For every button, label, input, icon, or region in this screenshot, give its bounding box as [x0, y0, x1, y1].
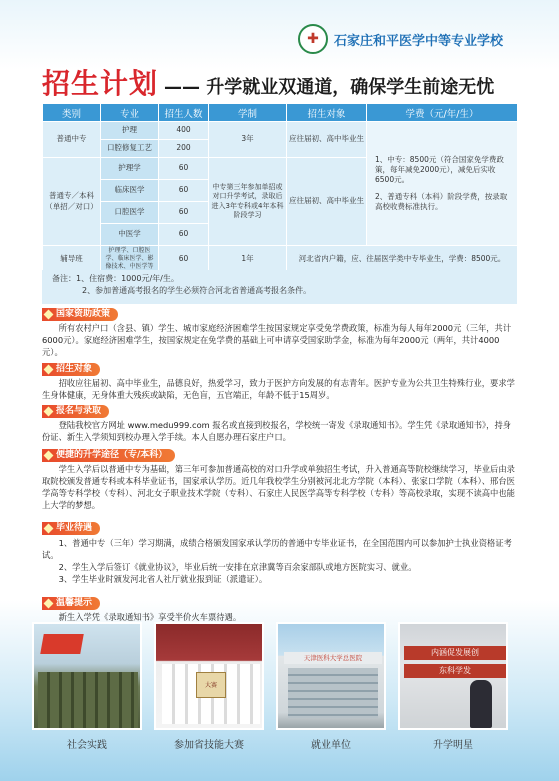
table-cell: 1年: [209, 246, 287, 273]
fee-cell: [367, 122, 518, 246]
diamond-icon: [44, 365, 54, 375]
diamond-icon: [44, 451, 54, 461]
table-cell: 应往届初、高中毕业生: [287, 122, 367, 158]
photo-caption: 参加省技能大赛: [174, 740, 244, 751]
section-title: 温馨提示: [56, 598, 93, 608]
photo-caption: 社会实践: [67, 740, 107, 751]
section-title: 毕业待遇: [56, 523, 93, 533]
hospital-sign: 天津医科大学总医院: [284, 652, 382, 664]
photo-caption: 升学明星: [433, 740, 473, 751]
table-cell: 护理学: [101, 158, 159, 180]
section-text-subsidy: 所有农村户口（含县、镇）学生、城市家庭经济困难学生按国家规定享受免学费政策，标准为每人每年2000元（三年，共计6000元）。家庭经济困难学生，按国家规定在免学费的基础上可申请享受国家助学金，标准为每年2000元（两年，共计4000元）。: [42, 323, 512, 358]
table-cell: 口腔修复工艺: [101, 140, 159, 158]
title-sub: —— 升学就业双通道，确保学生前途无忧: [164, 77, 495, 98]
table-cell: 60: [159, 180, 209, 202]
section-tag-tips: [42, 597, 100, 610]
diamond-icon: [44, 524, 54, 534]
enrollment-table: [42, 103, 518, 273]
table-cell: 临床医学: [101, 180, 159, 202]
section-tag-subsidy: [42, 308, 118, 321]
table-cell: 普通专／本科（单招／对口）: [43, 158, 101, 246]
section-tag-pathway: [42, 449, 175, 462]
photo-caption: 就业单位: [311, 740, 351, 751]
table-cell: 60: [159, 158, 209, 180]
section-text-pathway: 学生入学后以普通中专为基础，第三年可参加普通高校的对口升学或单独招生考试，升入普通高等院校继续学习，毕业后由录取院校颁发普通专科或本科毕业证书，国家承认学历。近几年我校学生分别被河北北方学院（本科）、张家口学院（本科）、邢台医学高等专科学校（专科）、河北女子职业技术学院（专科）、石家庄人民医学高等专科学校（专科）等高校录取，实现不读高中也能上大学的梦想。: [42, 464, 515, 511]
school-logo-icon: ✚: [298, 24, 328, 54]
table-row: [43, 246, 518, 273]
section-title: 国家资助政策: [56, 309, 111, 319]
table-cell: 60: [159, 224, 209, 246]
section-tag-registration: [42, 405, 109, 418]
table-cell: 3年: [209, 122, 287, 158]
note-line: 备注：1、住宿费：1000元/年/生。: [52, 274, 179, 283]
list-item: 1、普通中专（三年）学习期满，成绩合格颁发国家承认学历的普通中专毕业证书，在全国范围内可以参加护士执业资格证考试。: [42, 538, 512, 561]
section-text-registration: 登陆我校官方网址 www.medu999.com 报名或直接到校报名，学校统一寄发《录取通知书》。学生凭《录取通知书》，持身份证、新生入学须知到校办理入学手续。本人自愿办理石家庄户口。: [42, 420, 512, 443]
table-notes: [42, 270, 517, 304]
table-cell: 护理学、口腔医学、临床医学、影像技术、中医学等: [101, 246, 159, 273]
section-title: 招生对象: [56, 364, 93, 374]
school-name: 石家庄和平医学中等专业学校: [334, 34, 504, 49]
table-header: 学费（元/年/生）: [367, 104, 518, 122]
section-title: 报名与录取: [56, 406, 102, 416]
section-text-tips: 新生入学凭《录取通知书》享受半价火车票待遇。: [58, 612, 242, 622]
fee-line: 1、中专：8500元（符合国家免学费政策，每年减免2000元），减免后实收6500元。: [375, 155, 504, 185]
section-title: 便捷的升学途径（专/本科）: [56, 450, 168, 460]
banner-sign: 内涵促发展创: [404, 646, 506, 660]
diamond-icon: [44, 407, 54, 417]
table-cell: 中专第三年参加单招或对口升学考试，录取后进入3年专科或4年本科阶段学习: [209, 158, 287, 246]
table-header: 招生对象: [287, 104, 367, 122]
table-cell: 普通中专: [43, 122, 101, 158]
section-text-graduation: [42, 537, 517, 585]
table-cell: 护理: [101, 122, 159, 140]
table-cell: 400: [159, 122, 209, 140]
diamond-icon: [44, 599, 54, 609]
award-board: 大赛: [196, 672, 226, 698]
list-item: 2、学生入学后签订《就业协议》，毕业后统一安排在京津冀等百余家部队或地方医院实习、就业。: [58, 562, 417, 573]
table-cell: 60: [159, 202, 209, 224]
photo-star-student: [398, 622, 508, 730]
list-item: 3、学生毕业时颁发河北省人社厅就业报到证（派遣证）。: [58, 574, 268, 585]
table-cell: 200: [159, 140, 209, 158]
page-title: [42, 62, 494, 102]
students-group: [38, 672, 138, 728]
table-cell: 中医学: [101, 224, 159, 246]
diamond-icon: [44, 310, 54, 320]
student-figure: [470, 680, 492, 728]
photo-employer: [276, 622, 386, 730]
table-cell: 应往届初、高中毕业生: [287, 158, 367, 246]
photo-social-practice: [32, 622, 142, 730]
section-tag-graduation: [42, 522, 100, 535]
table-cell: 60: [159, 246, 209, 273]
table-cell: 河北省内户籍，应、往届医学类中专毕业生，学费：8500元。: [287, 246, 518, 273]
table-header: 类别: [43, 104, 101, 122]
banner-sign: 东科学发: [404, 664, 506, 678]
page-header: [0, 0, 559, 70]
table-row: [43, 122, 518, 140]
table-header: 专业: [101, 104, 159, 122]
table-cell: 口腔医学: [101, 202, 159, 224]
flag-icon: [40, 634, 84, 654]
table-header: 学制: [209, 104, 287, 122]
section-tag-target: [42, 363, 100, 376]
building-facade: [288, 668, 378, 718]
table-header: 招生人数: [159, 104, 209, 122]
section-text-target: 招收应往届初、高中毕业生，品德良好，热爱学习，致力于医护方向发展的有志青年。医护专业为公共卫生特殊行业，要求学生身体健康，无身体重大残疾或缺陷，无色盲，五官端正，年龄不低于15周岁。: [42, 378, 515, 401]
table-cell: 辅导班: [43, 246, 101, 273]
note-line: 2、参加普通高考报名的学生必须符合河北省普通高考报名条件。: [82, 286, 312, 295]
fee-line: 2、普通专科（本科）阶段学费，按录取高校收费标准执行。: [375, 191, 508, 211]
photo-skills-contest: [154, 622, 264, 730]
title-main: 招生计划: [42, 67, 159, 100]
table-header-row: [43, 104, 518, 122]
